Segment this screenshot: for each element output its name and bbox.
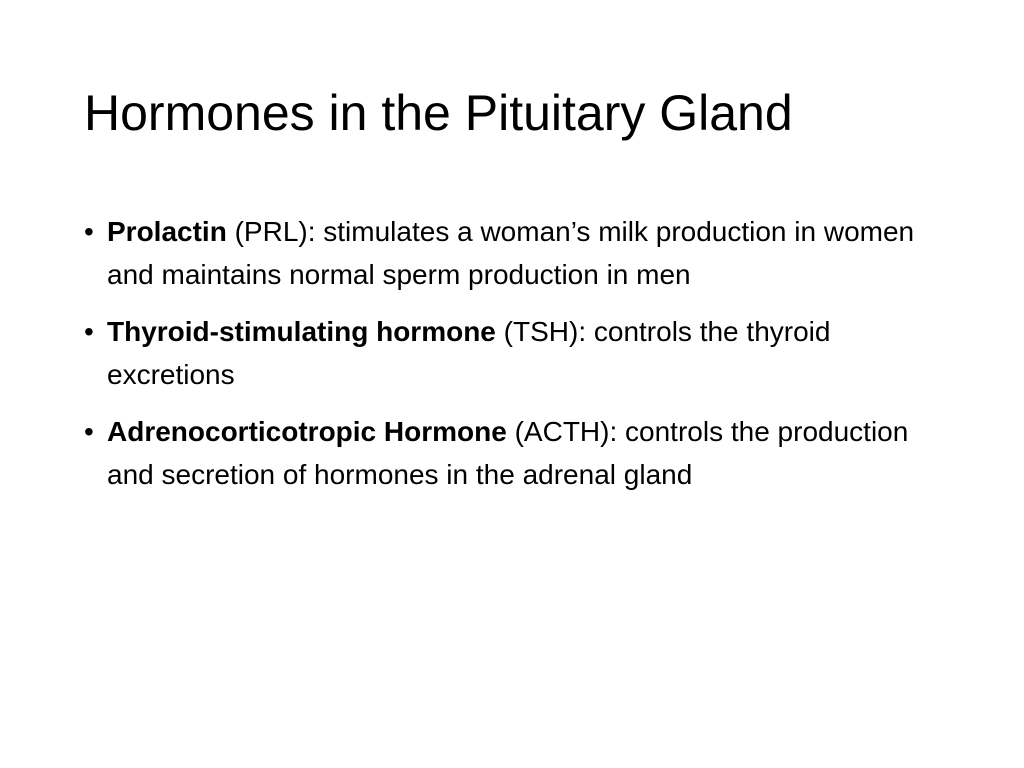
bullet-icon: • (84, 416, 94, 447)
bullet-icon: • (84, 316, 94, 347)
slide-content (84, 210, 954, 510)
bullet-abbreviation: (PRL) (226, 216, 308, 247)
bullet-item-tsh (84, 310, 954, 396)
bullet-term: Thyroid-stimulating hormone (107, 316, 496, 347)
bullet-item-acth (84, 410, 954, 496)
bullet-description: : controls the thyroid excretions (107, 316, 831, 390)
bullet-description: : stimulates a woman’s milk production in women and maintains normal sperm production in men (107, 216, 915, 290)
slide-title: Hormones in the Pituitary Gland (84, 85, 793, 141)
bullet-term: Prolactin (107, 216, 227, 247)
bullet-abbreviation: (TSH) (495, 316, 579, 347)
bullet-item-prolactin (84, 210, 954, 296)
bullet-list (84, 210, 954, 496)
bullet-abbreviation: (ACTH) (506, 416, 610, 447)
bullet-description: : controls the production and secretion of hormones in the adrenal gland (107, 416, 909, 490)
bullet-term: Adrenocorticotropic Hormone (107, 416, 507, 447)
bullet-icon: • (84, 216, 94, 247)
